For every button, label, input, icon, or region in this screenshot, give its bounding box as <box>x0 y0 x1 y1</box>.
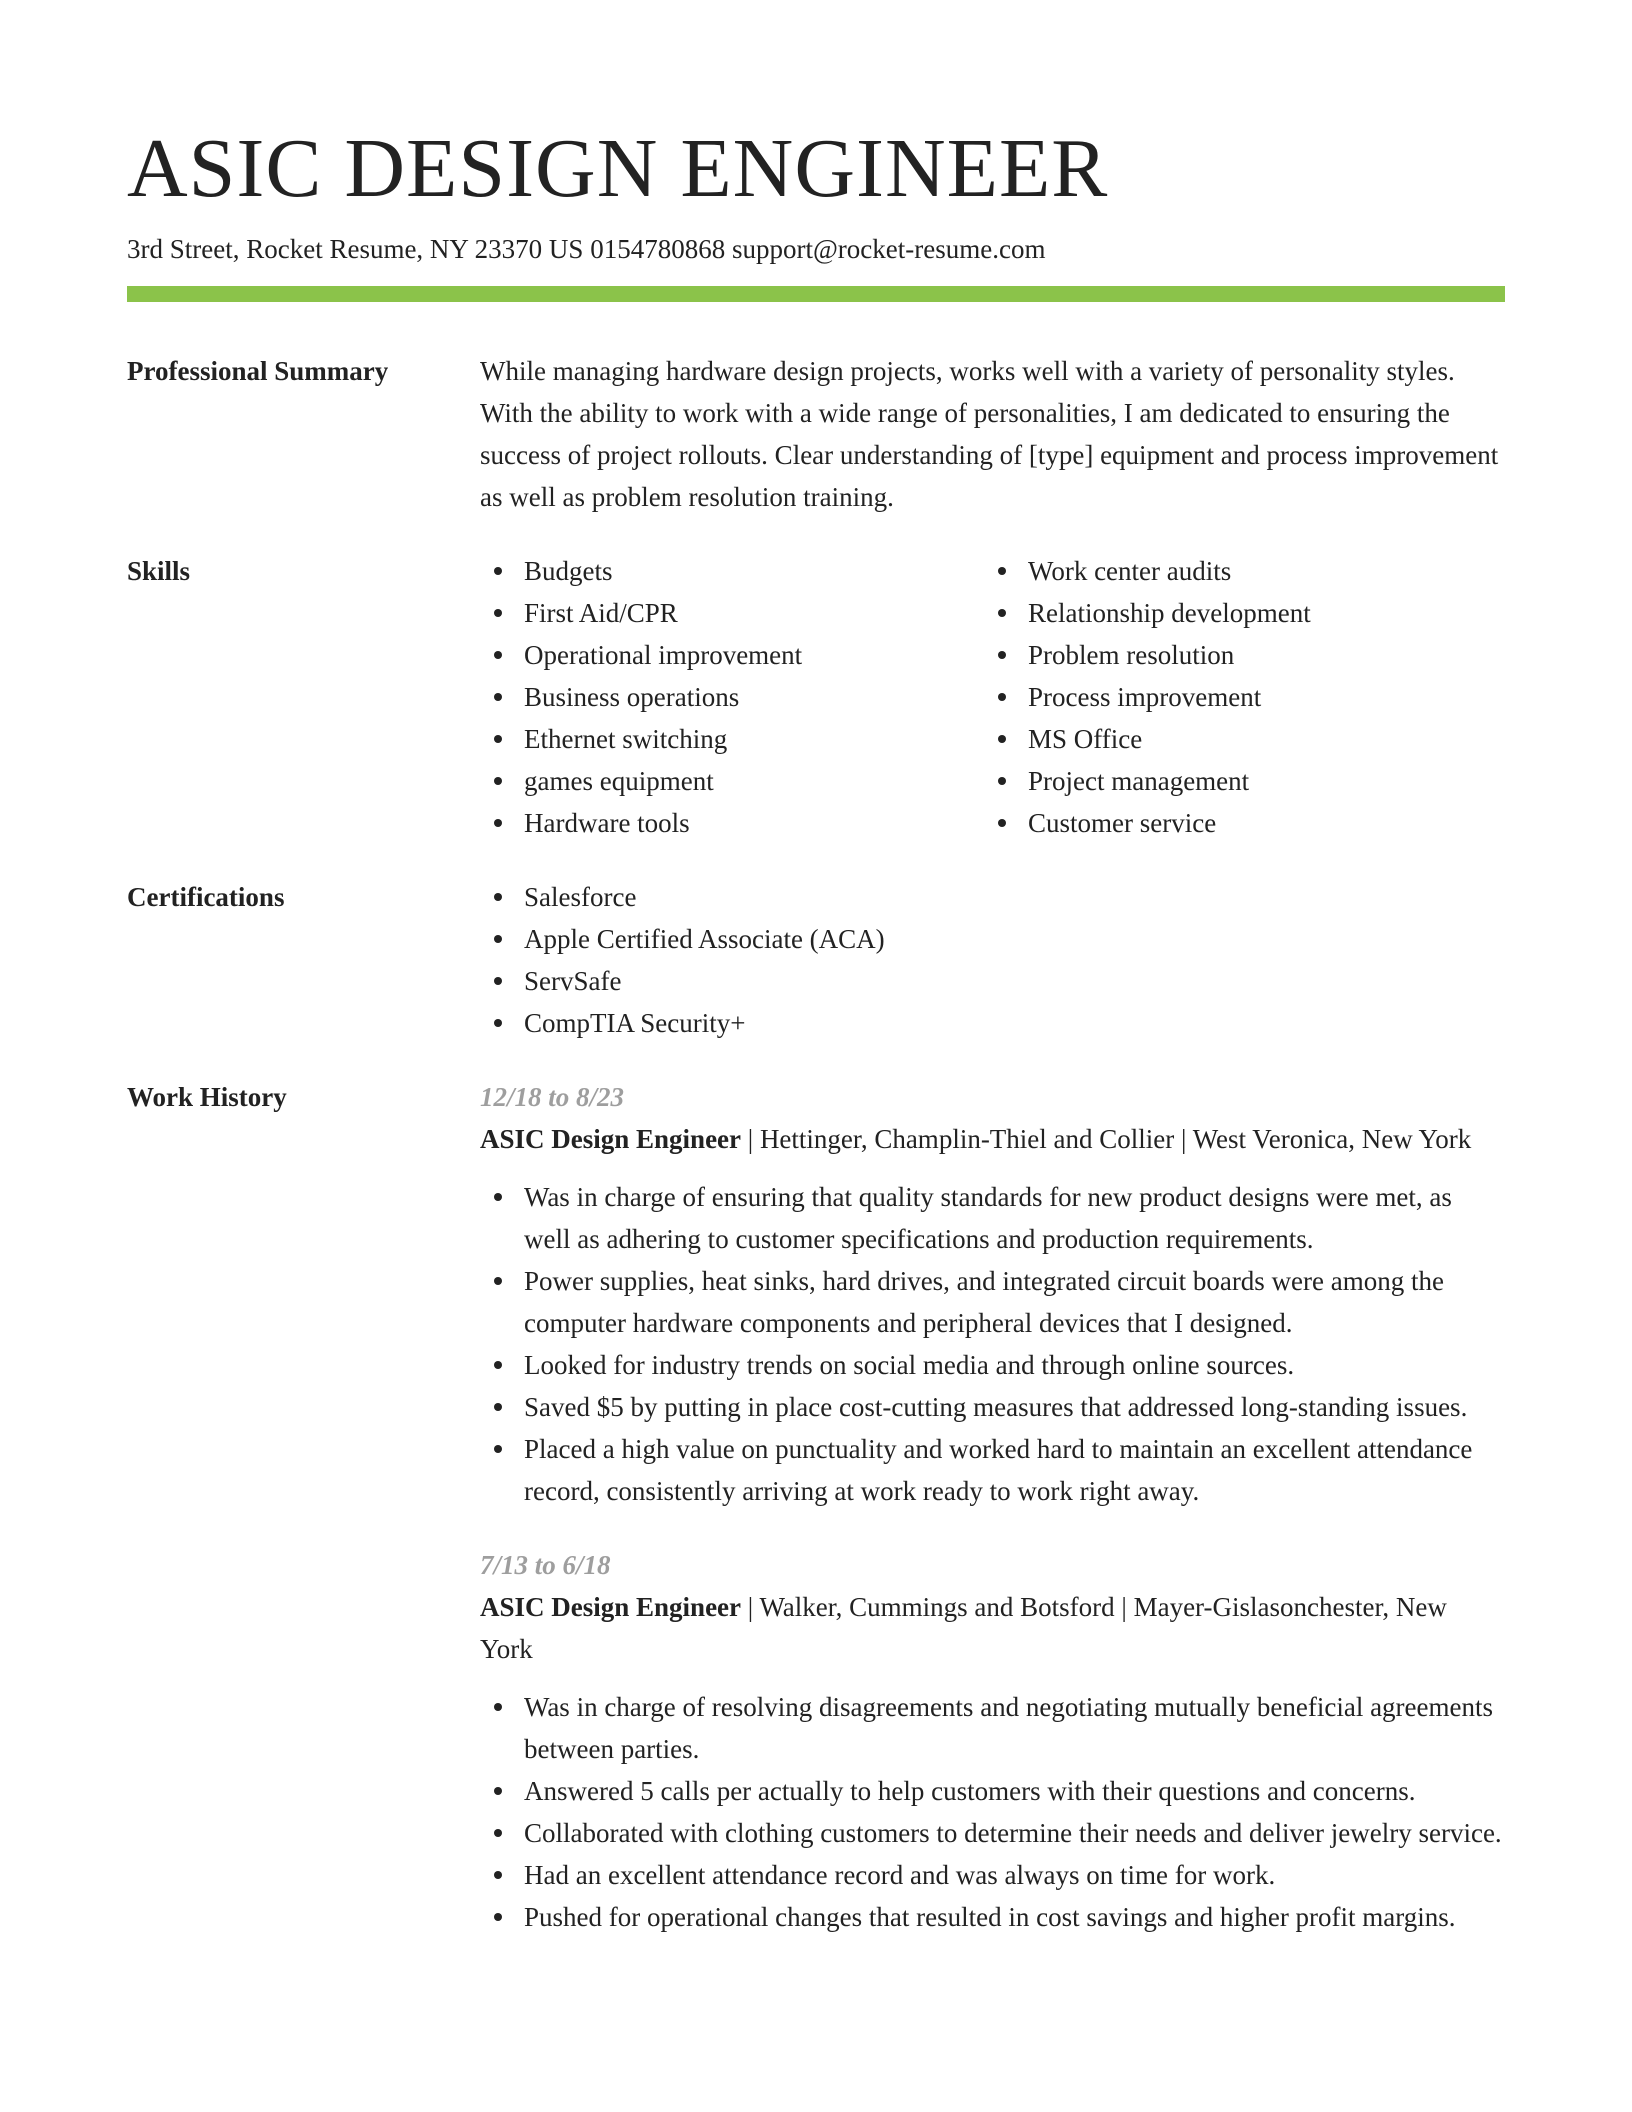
job-duty: Placed a high value on punctuality and worked hard to maintain an excellent attendance record, consistently arriving at work ready to work right away. <box>480 1428 1505 1512</box>
section-label: Work History <box>127 1082 287 1112</box>
skill-item: Ethernet switching <box>480 718 984 760</box>
job-title: ASIC Design Engineer <box>480 1592 742 1622</box>
job-company: Walker, Cummings and Botsford <box>759 1592 1115 1622</box>
job-title: ASIC Design Engineer <box>480 1124 742 1154</box>
section-body <box>480 1076 1505 1970</box>
job-entry <box>480 1076 1505 1512</box>
skill-item: Business operations <box>480 676 984 718</box>
skills-list-right <box>984 550 1488 844</box>
job-dates: 7/13 to 6/18 <box>480 1550 611 1580</box>
section-work-history <box>127 1076 1505 1970</box>
skill-item: Work center audits <box>984 550 1488 592</box>
accent-divider <box>127 286 1505 302</box>
certification-item: Apple Certified Associate (ACA) <box>480 918 1505 960</box>
job-duty: Had an excellent attendance record and was always on time for work. <box>480 1854 1505 1896</box>
summary-text: While managing hardware design projects, works well with a variety of personality styles. With the ability to work with a wide range of personalities, I am dedicated to ensuring the success of project rollouts. Clear understanding of [type] equipment and process improvement as well as problem resolution training. <box>480 356 1499 512</box>
separator: | <box>1174 1124 1193 1154</box>
job-duties-list <box>480 1176 1505 1512</box>
skill-item: Operational improvement <box>480 634 984 676</box>
certifications-list <box>480 876 1505 1044</box>
certification-item: CompTIA Security+ <box>480 1002 1505 1044</box>
separator: | <box>741 1124 760 1154</box>
section-label: Skills <box>127 556 191 586</box>
contact-line: 3rd Street, Rocket Resume, NY 23370 US 0154780868 support@rocket-resume.com <box>127 234 1046 264</box>
skill-item: Process improvement <box>984 676 1488 718</box>
section-skills <box>127 550 1505 844</box>
job-heading <box>480 1586 1505 1670</box>
skill-item: Hardware tools <box>480 802 984 844</box>
job-company: Hettinger, Champlin-Thiel and Collier <box>759 1124 1175 1154</box>
job-heading <box>480 1118 1505 1160</box>
job-location: West Veronica, New York <box>1192 1124 1472 1154</box>
skill-item: games equipment <box>480 760 984 802</box>
certification-item: ServSafe <box>480 960 1505 1002</box>
section-body <box>480 350 1505 518</box>
skill-item: Relationship development <box>984 592 1488 634</box>
skills-column-left <box>480 550 984 844</box>
skill-item: Problem resolution <box>984 634 1488 676</box>
job-duty: Answered 5 calls per actually to help customers with their questions and concerns. <box>480 1770 1505 1812</box>
section-body <box>480 876 1505 1044</box>
skill-item: Customer service <box>984 802 1488 844</box>
separator: | <box>1114 1592 1134 1622</box>
job-duties-list <box>480 1686 1505 1938</box>
resume-name: ASIC DESIGN ENGINEER <box>127 122 1109 215</box>
job-duty: Collaborated with clothing customers to determine their needs and deliver jewelry service. <box>480 1812 1505 1854</box>
skill-item: Project management <box>984 760 1488 802</box>
skill-item: First Aid/CPR <box>480 592 984 634</box>
section-professional-summary <box>127 350 1505 518</box>
job-duty: Was in charge of resolving disagreements and negotiating mutually beneficial agreements between parties. <box>480 1686 1505 1770</box>
skill-item: MS Office <box>984 718 1488 760</box>
section-certifications <box>127 876 1505 1044</box>
job-location: Mayer-Gislasonchester, New York <box>480 1592 1447 1664</box>
job-duty: Pushed for operational changes that resulted in cost savings and higher profit margins. <box>480 1896 1505 1938</box>
skills-column-right <box>984 550 1488 844</box>
job-duty: Looked for industry trends on social media and through online sources. <box>480 1344 1505 1386</box>
resume-sections <box>127 350 1505 2002</box>
section-label: Professional Summary <box>127 356 389 386</box>
job-duty: Power supplies, heat sinks, hard drives, and integrated circuit boards were among the computer hardware components and peripheral devices that I designed. <box>480 1260 1505 1344</box>
job-duty: Saved $5 by putting in place cost-cutting measures that addressed long-standing issues. <box>480 1386 1505 1428</box>
job-dates: 12/18 to 8/23 <box>480 1082 625 1112</box>
section-label: Certifications <box>127 882 285 912</box>
skills-grid <box>480 550 1505 844</box>
skill-item: Budgets <box>480 550 984 592</box>
skills-list-left <box>480 550 984 844</box>
certification-item: Salesforce <box>480 876 1505 918</box>
separator: | <box>741 1592 760 1622</box>
job-duty: Was in charge of ensuring that quality standards for new product designs were met, as well as adhering to customer specifications and production requirements. <box>480 1176 1505 1260</box>
job-entry <box>480 1544 1505 1938</box>
